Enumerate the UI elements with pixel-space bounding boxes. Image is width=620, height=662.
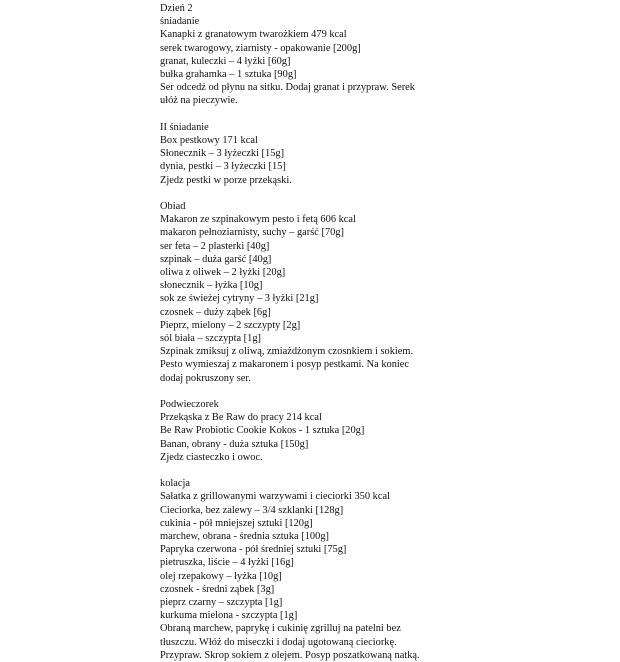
ingredient-line: pieprz czarny – szczypta [1g]: [160, 597, 283, 609]
section-obiad: [160, 200, 612, 385]
section-podwieczorek: [160, 398, 612, 464]
section-kolacja: [160, 477, 612, 662]
ingredient-line: sól biała – szczypta [1g]: [160, 333, 261, 345]
section-heading: II śniadanie: [160, 121, 209, 133]
ingredient-line: czosnek - średni ząbek [3g]: [160, 583, 275, 595]
section-heading: kolacja: [160, 478, 190, 490]
ingredient-line: olej rzepakowy – łyżka [10g]: [160, 570, 282, 582]
ingredient-line: Be Raw Probiotic Cookie Kokos - 1 sztuka [20g]: [160, 425, 365, 437]
ingredient-line: bułka grahamka – 1 sztuka [90g]: [160, 69, 297, 81]
ingredient-line: Papryka czerwona - pół średniej sztuki [75g]: [160, 544, 347, 556]
ingredient-line: słonecznik – łyżka [10g]: [160, 280, 263, 292]
ingredient-line: oliwa z oliwek – 2 łyżki [20g]: [160, 267, 286, 279]
section-heading: śniadanie: [160, 16, 200, 28]
ingredient-line: cukinia - pół mniejszej sztuki [120g]: [160, 517, 313, 529]
dish-title: Przekąska z Be Raw do pracy 214 kcal: [160, 412, 322, 424]
section-sniadanie: [160, 15, 612, 107]
dish-title: Kanapki z granatowym twarożkiem 479 kcal: [160, 29, 347, 41]
ingredient-line: Słonecznik – 3 łyżeczki [15g]: [160, 148, 285, 160]
ingredient-line: granat, kuleczki – 4 łyżki [60g]: [160, 55, 291, 67]
ingredient-line: Banan, obrany - duża sztuka [150g]: [160, 438, 309, 450]
section-heading: Obiad: [160, 201, 186, 213]
dish-title: Sałatka z grillowanymi warzywami i cieciorki 350 kcal: [160, 491, 390, 503]
day-title: Dzień 2: [160, 3, 193, 14]
ingredient-line: sok ze świeżej cytryny – 3 łyżki [21g]: [160, 293, 319, 305]
ingredient-line: pietruszka, liście – 4 łyżki [16g]: [160, 557, 294, 569]
section-ii-sniadanie: [160, 121, 612, 187]
ingredient-line: Cieciorka, bez zalewy – 3/4 szklanki [128g]: [160, 504, 344, 516]
instructions: Ser odcedź od płynu na sitku. Dodaj granat i przypraw. Serek ułóż na pieczywie.: [160, 82, 415, 107]
ingredient-line: kurkuma mielona - szczypta [1g]: [160, 610, 298, 622]
ingredient-line: czosnek – duży ząbek [6g]: [160, 306, 271, 318]
ingredient-line: marchew, obrana - średnia sztuka [100g]: [160, 531, 329, 543]
instructions: Obraną marchew, paprykę i cukinię zgrilluj na patelni bez tłuszczu. Włóż do miseczki i dodaj ugotowaną cieciorkę. Przypraw. Skrop sokiem z olejem. Posyp poszatkowaną natką.: [160, 623, 420, 661]
ingredient-line: Pieprz, mielony – 2 szczypty [2g]: [160, 319, 301, 331]
section-heading: Podwieczorek: [160, 399, 219, 411]
instructions: Zjedz pestki w porze przekąski.: [160, 174, 292, 186]
instructions: Zjedz ciasteczko i owoc.: [160, 451, 263, 463]
dish-title: Makaron ze szpinakowym pesto i fetą 606 kcal: [160, 214, 356, 226]
meal-plan-document: [160, 2, 612, 662]
ingredient-line: makaron pełnoziarnisty, suchy – garść [70g]: [160, 227, 344, 239]
ingredient-line: serek twarogowy, ziarnisty - opakowanie [200g]: [160, 42, 361, 54]
instructions: Szpinak zmiksuj z oliwą, zmiażdżonym czosnkiem i sokiem. Pesto wymieszaj z makaronem i posyp pestkami. Na koniec dodaj pokruszony ser.: [160, 346, 414, 384]
ingredient-line: dynia, pestki – 3 łyżeczki [15]: [160, 161, 286, 173]
ingredient-line: szpinak – duża garść [40g]: [160, 253, 272, 265]
ingredient-line: ser feta – 2 plasterki [40g]: [160, 240, 270, 252]
dish-title: Box pestkowy 171 kcal: [160, 135, 258, 147]
